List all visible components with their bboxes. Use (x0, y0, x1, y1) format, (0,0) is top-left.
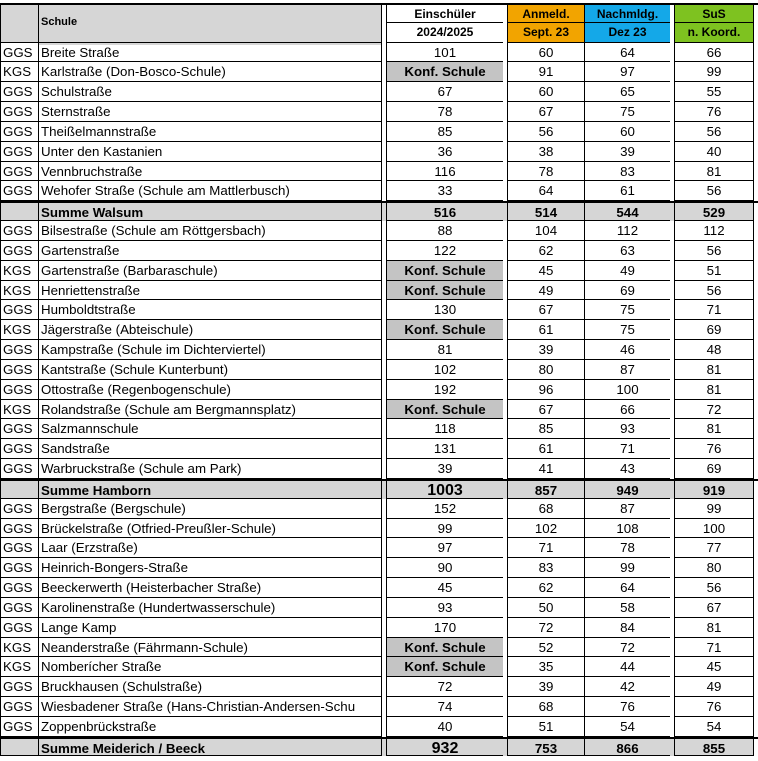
einschueler-value: 36 (386, 142, 503, 162)
anmeld-value: 62 (507, 241, 584, 261)
school-name: Kantstraße (Schule Kunterbunt) (38, 360, 382, 380)
school-name: Karlstraße (Don-Bosco-Schule) (38, 62, 382, 82)
school-name: Wehofer Straße (Schule am Mattlerbusch) (38, 181, 382, 201)
sus-value: 56 (674, 241, 754, 261)
anmeld-value: 104 (507, 221, 584, 241)
school-type: GGS (0, 162, 38, 182)
header-school-label: Schule (38, 5, 382, 45)
nachmeld-value: 69 (584, 281, 670, 301)
nachmeld-value: 65 (584, 82, 670, 102)
school-name: Brückelstraße (Otfried-Preußler-Schule) (38, 519, 382, 539)
school-type: GGS (0, 677, 38, 697)
school-type: GGS (0, 419, 38, 439)
school-name: Bruckhausen (Schulstraße) (38, 677, 382, 697)
sus-value: 76 (674, 439, 754, 459)
school-name: Unter den Kastanien (38, 142, 382, 162)
table-row (0, 439, 758, 459)
header-einschueler-line1: Einschüler (386, 5, 503, 23)
header-sus-line1: SuS (674, 5, 754, 23)
nachmeld-value: 61 (584, 181, 670, 201)
anmeld-value: 91 (507, 62, 584, 82)
nachmeld-value: 66 (584, 400, 670, 420)
nachmeld-value: 75 (584, 102, 670, 122)
sus-value: 81 (674, 618, 754, 638)
nachmeld-value: 99 (584, 558, 670, 578)
anmeld-value: 62 (507, 578, 584, 598)
school-name: Kampstraße (Schule im Dichterviertel) (38, 340, 382, 360)
nachmeld-value: 71 (584, 439, 670, 459)
nachmeld-value: 76 (584, 697, 670, 717)
sus-value: 69 (674, 320, 754, 340)
table-row (0, 261, 758, 281)
anmeld-value: 60 (507, 82, 584, 102)
table-row (0, 162, 758, 182)
einschueler-value: 130 (386, 300, 503, 320)
summary-row (0, 479, 758, 499)
school-name: Humboldtstraße (38, 300, 382, 320)
nachmeld-value: 75 (584, 320, 670, 340)
nachmeld-value: 87 (584, 499, 670, 519)
sus-value: 100 (674, 519, 754, 539)
school-type: KGS (0, 281, 38, 301)
nachmeld-value: 78 (584, 538, 670, 558)
einschueler-value: 1003 (386, 481, 503, 499)
nachmeld-value: 58 (584, 598, 670, 618)
sus-value: 76 (674, 102, 754, 122)
anmeld-value: 78 (507, 162, 584, 182)
einschueler-value: 81 (386, 340, 503, 360)
sus-value: 72 (674, 400, 754, 420)
school-type: GGS (0, 82, 38, 102)
school-name: Nomberícher Straße (38, 657, 382, 677)
header-row-1 (0, 3, 758, 28)
einschueler-value: 118 (386, 419, 503, 439)
school-type: GGS (0, 717, 38, 737)
sus-value: 69 (674, 459, 754, 479)
table-row (0, 697, 758, 717)
header-name-cell-2 (38, 23, 382, 43)
table-row (0, 380, 758, 400)
einschueler-value: 93 (386, 598, 503, 618)
school-type: GGS (0, 459, 38, 479)
school-type (0, 739, 38, 757)
table-row (0, 578, 758, 598)
table-row (0, 142, 758, 162)
sus-value: 56 (674, 281, 754, 301)
table-row (0, 281, 758, 301)
einschueler-value: Konf. Schule (386, 400, 503, 420)
school-name: Warbruckstraße (Schule am Park) (38, 459, 382, 479)
header-type-cell-2 (0, 23, 38, 43)
anmeld-value: 52 (507, 638, 584, 658)
nachmeld-value: 108 (584, 519, 670, 539)
school-name: Karolinenstraße (Hundertwasserschule) (38, 598, 382, 618)
nachmeld-value: 112 (584, 221, 670, 241)
einschueler-value: Konf. Schule (386, 320, 503, 340)
sus-value: 919 (674, 481, 754, 499)
school-type: GGS (0, 558, 38, 578)
einschueler-value: 39 (386, 459, 503, 479)
sus-value: 67 (674, 598, 754, 618)
nachmeld-value: 64 (584, 578, 670, 598)
einschueler-value: 170 (386, 618, 503, 638)
header-nachmeld-line2: Dez 23 (584, 23, 670, 43)
sus-value: 99 (674, 499, 754, 519)
anmeld-value: 61 (507, 439, 584, 459)
anmeld-value: 49 (507, 281, 584, 301)
nachmeld-value: 42 (584, 677, 670, 697)
sus-value: 529 (674, 203, 754, 221)
school-name: Breite Straße (38, 43, 382, 63)
school-type: GGS (0, 380, 38, 400)
school-type: GGS (0, 360, 38, 380)
table-row (0, 717, 758, 737)
sus-value: 56 (674, 181, 754, 201)
school-type: KGS (0, 320, 38, 340)
table-row (0, 519, 758, 539)
header-nachmeld-line1: Nachmldg. (584, 5, 670, 23)
anmeld-value: 39 (507, 340, 584, 360)
header-type-cell (0, 5, 38, 23)
einschueler-value: 90 (386, 558, 503, 578)
einschueler-value: 72 (386, 677, 503, 697)
anmeld-value: 71 (507, 538, 584, 558)
school-type: GGS (0, 519, 38, 539)
table-row (0, 122, 758, 142)
table-row (0, 638, 758, 658)
sus-value: 81 (674, 380, 754, 400)
table-row (0, 499, 758, 519)
nachmeld-value: 866 (584, 739, 670, 757)
anmeld-value: 64 (507, 181, 584, 201)
school-type: GGS (0, 300, 38, 320)
einschueler-value: 152 (386, 499, 503, 519)
school-name: Laar (Erzstraße) (38, 538, 382, 558)
anmeld-value: 67 (507, 102, 584, 122)
table-row (0, 320, 758, 340)
anmeld-value: 96 (507, 380, 584, 400)
einschueler-value: 101 (386, 43, 503, 63)
anmeld-value: 67 (507, 400, 584, 420)
einschueler-value: 85 (386, 122, 503, 142)
table-row (0, 598, 758, 618)
sus-value: 54 (674, 717, 754, 737)
einschueler-value: 516 (386, 203, 503, 221)
table-row (0, 300, 758, 320)
nachmeld-value: 100 (584, 380, 670, 400)
anmeld-value: 514 (507, 203, 584, 221)
nachmeld-value: 39 (584, 142, 670, 162)
sus-value: 55 (674, 82, 754, 102)
sus-value: 49 (674, 677, 754, 697)
school-type: GGS (0, 102, 38, 122)
anmeld-value: 35 (507, 657, 584, 677)
nachmeld-value: 93 (584, 419, 670, 439)
anmeld-value: 38 (507, 142, 584, 162)
anmeld-value: 41 (507, 459, 584, 479)
table-row (0, 419, 758, 439)
school-name: Sternstraße (38, 102, 382, 122)
sus-value: 48 (674, 340, 754, 360)
school-type: KGS (0, 657, 38, 677)
einschueler-value: 122 (386, 241, 503, 261)
sus-value: 56 (674, 578, 754, 598)
summary-label: Summe Hamborn (38, 481, 382, 499)
header-sus-line2: n. Koord. (674, 23, 754, 43)
school-name: Salzmannschule (38, 419, 382, 439)
sus-value: 99 (674, 62, 754, 82)
school-name: Lange Kamp (38, 618, 382, 638)
school-name: Zoppenbrückstraße (38, 717, 382, 737)
table-row (0, 618, 758, 638)
header-anmeld-line1: Anmeld. (507, 5, 584, 23)
table-row (0, 340, 758, 360)
sus-value: 45 (674, 657, 754, 677)
school-type: GGS (0, 618, 38, 638)
einschueler-value: 67 (386, 82, 503, 102)
anmeld-value: 61 (507, 320, 584, 340)
table-row (0, 241, 758, 261)
einschueler-value: 102 (386, 360, 503, 380)
school-type: KGS (0, 638, 38, 658)
einschueler-value: 192 (386, 380, 503, 400)
anmeld-value: 51 (507, 717, 584, 737)
anmeld-value: 45 (507, 261, 584, 281)
table-row (0, 102, 758, 122)
anmeld-value: 68 (507, 697, 584, 717)
table-row (0, 82, 758, 102)
summary-row (0, 737, 758, 757)
anmeld-value: 80 (507, 360, 584, 380)
nachmeld-value: 75 (584, 300, 670, 320)
table-row (0, 400, 758, 420)
nachmeld-value: 83 (584, 162, 670, 182)
school-name: Bergstraße (Bergschule) (38, 499, 382, 519)
nachmeld-value: 46 (584, 340, 670, 360)
school-type: GGS (0, 538, 38, 558)
school-type: GGS (0, 598, 38, 618)
school-name: Gartenstraße (38, 241, 382, 261)
school-type: GGS (0, 221, 38, 241)
school-type (0, 481, 38, 499)
table-row (0, 558, 758, 578)
nachmeld-value: 60 (584, 122, 670, 142)
anmeld-value: 753 (507, 739, 584, 757)
sus-value: 81 (674, 419, 754, 439)
einschueler-value: 88 (386, 221, 503, 241)
nachmeld-value: 54 (584, 717, 670, 737)
einschueler-value: 74 (386, 697, 503, 717)
einschueler-value: 78 (386, 102, 503, 122)
nachmeld-value: 44 (584, 657, 670, 677)
nachmeld-value: 72 (584, 638, 670, 658)
einschueler-value: 131 (386, 439, 503, 459)
sus-value: 51 (674, 261, 754, 281)
nachmeld-value: 84 (584, 618, 670, 638)
anmeld-value: 67 (507, 300, 584, 320)
table-row (0, 62, 758, 82)
school-name: Ottostraße (Regenbogenschule) (38, 380, 382, 400)
nachmeld-value: 43 (584, 459, 670, 479)
summary-label: Summe Walsum (38, 203, 382, 221)
table-body (0, 43, 758, 757)
nachmeld-value: 63 (584, 241, 670, 261)
school-name: Bilsestraße (Schule am Röttgersbach) (38, 221, 382, 241)
anmeld-value: 857 (507, 481, 584, 499)
school-type (0, 203, 38, 221)
einschueler-value: 99 (386, 519, 503, 539)
school-type: GGS (0, 340, 38, 360)
header-einschueler-line2: 2024/2025 (386, 23, 503, 43)
sus-value: 56 (674, 122, 754, 142)
sus-value: 855 (674, 739, 754, 757)
nachmeld-value: 97 (584, 62, 670, 82)
school-name: Heinrich-Bongers-Straße (38, 558, 382, 578)
anmeld-value: 102 (507, 519, 584, 539)
school-type: GGS (0, 181, 38, 201)
nachmeld-value: 87 (584, 360, 670, 380)
nachmeld-value: 949 (584, 481, 670, 499)
school-type: GGS (0, 439, 38, 459)
header-row-2 (0, 23, 758, 43)
school-type: GGS (0, 241, 38, 261)
school-type: KGS (0, 400, 38, 420)
einschueler-value: 116 (386, 162, 503, 182)
sus-value: 81 (674, 360, 754, 380)
sus-value: 112 (674, 221, 754, 241)
einschueler-value: 45 (386, 578, 503, 598)
summary-row (0, 201, 758, 221)
table-row (0, 221, 758, 241)
anmeld-value: 68 (507, 499, 584, 519)
einschueler-value: Konf. Schule (386, 261, 503, 281)
anmeld-value: 83 (507, 558, 584, 578)
school-type: KGS (0, 62, 38, 82)
school-name: Rolandstraße (Schule am Bergmannsplatz) (38, 400, 382, 420)
sus-value: 71 (674, 638, 754, 658)
header-anmeld-line2: Sept. 23 (507, 23, 584, 43)
school-name: Schulstraße (38, 82, 382, 102)
school-name: Gartenstraße (Barbaraschule) (38, 261, 382, 281)
einschueler-value: Konf. Schule (386, 638, 503, 658)
table-row (0, 538, 758, 558)
table-row (0, 459, 758, 479)
einschueler-value: Konf. Schule (386, 62, 503, 82)
school-type: GGS (0, 578, 38, 598)
table-row (0, 43, 758, 63)
table-row (0, 360, 758, 380)
school-name: Vennbruchstraße (38, 162, 382, 182)
nachmeld-value: 49 (584, 261, 670, 281)
einschueler-value: 932 (386, 739, 503, 757)
sus-value: 81 (674, 162, 754, 182)
sus-value: 76 (674, 697, 754, 717)
school-name: Beeckerwerth (Heisterbacher Straße) (38, 578, 382, 598)
nachmeld-value: 64 (584, 43, 670, 63)
school-name: Jägerstraße (Abteischule) (38, 320, 382, 340)
einschueler-value: 97 (386, 538, 503, 558)
school-type: GGS (0, 499, 38, 519)
anmeld-value: 72 (507, 618, 584, 638)
summary-label: Summe Meiderich / Beeck (38, 739, 382, 757)
table-row (0, 657, 758, 677)
nachmeld-value: 544 (584, 203, 670, 221)
school-name: Theißelmannstraße (38, 122, 382, 142)
anmeld-value: 39 (507, 677, 584, 697)
sus-value: 71 (674, 300, 754, 320)
school-name: Henriettenstraße (38, 281, 382, 301)
sus-value: 40 (674, 142, 754, 162)
school-type: GGS (0, 43, 38, 63)
anmeld-value: 60 (507, 43, 584, 63)
anmeld-value: 85 (507, 419, 584, 439)
einschueler-value: 33 (386, 181, 503, 201)
school-type: GGS (0, 697, 38, 717)
school-name: Neanderstraße (Fährmann-Schule) (38, 638, 382, 658)
sus-value: 80 (674, 558, 754, 578)
school-name: Sandstraße (38, 439, 382, 459)
anmeld-value: 50 (507, 598, 584, 618)
anmeld-value: 56 (507, 122, 584, 142)
school-type: GGS (0, 122, 38, 142)
school-enrollment-table (0, 3, 758, 756)
school-type: KGS (0, 261, 38, 281)
sus-value: 77 (674, 538, 754, 558)
einschueler-value: 40 (386, 717, 503, 737)
einschueler-value: Konf. Schule (386, 657, 503, 677)
table-row (0, 677, 758, 697)
school-type: GGS (0, 142, 38, 162)
table-row (0, 181, 758, 201)
sus-value: 66 (674, 43, 754, 63)
school-name: Wiesbadener Straße (Hans-Christian-Andersen-Schu (38, 697, 382, 717)
einschueler-value: Konf. Schule (386, 281, 503, 301)
